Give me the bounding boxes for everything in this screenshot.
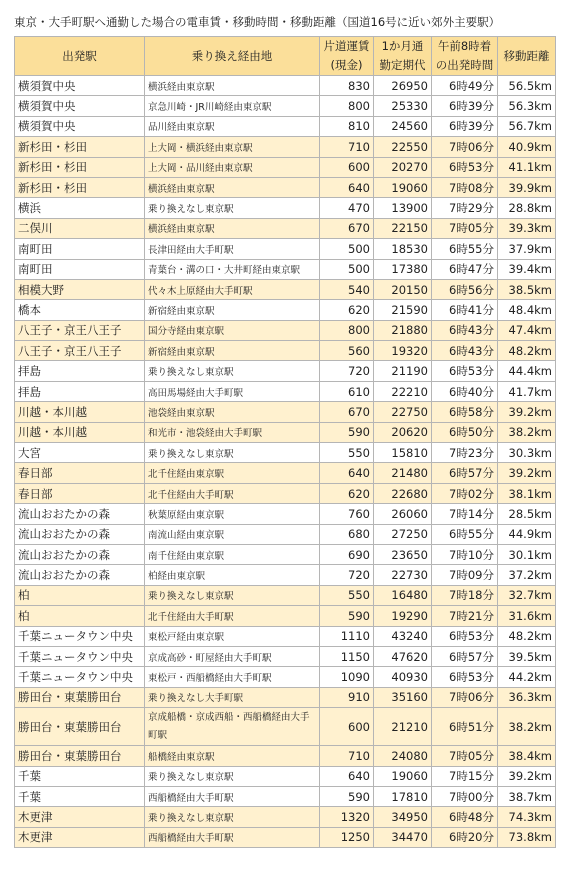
- route-cell: 池袋経由東京駅: [145, 402, 320, 422]
- distance-cell: 28.8km: [498, 198, 556, 218]
- station-cell: 千葉ニュータウン中央: [15, 626, 145, 646]
- route-cell: 上大岡・横浜経由東京駅: [145, 137, 320, 157]
- table-row: [15, 116, 556, 136]
- pass-cell: 20620: [374, 422, 432, 442]
- time-cell: 6時53分: [432, 361, 498, 381]
- time-cell: 7時18分: [432, 585, 498, 605]
- pass-cell: 23650: [374, 544, 432, 564]
- station-cell: 春日部: [15, 483, 145, 503]
- table-row: [15, 96, 556, 116]
- time-cell: 7時02分: [432, 483, 498, 503]
- fare-cell: 800: [320, 96, 374, 116]
- table-row: [15, 827, 556, 847]
- station-cell: 千葉ニュータウン中央: [15, 667, 145, 687]
- table-row: [15, 279, 556, 299]
- time-cell: 7時00分: [432, 786, 498, 806]
- route-cell: 南千住経由東京駅: [145, 544, 320, 564]
- pass-cell: 19290: [374, 606, 432, 626]
- time-cell: 7時23分: [432, 443, 498, 463]
- time-cell: 6時53分: [432, 157, 498, 177]
- table-body: [15, 76, 556, 848]
- pass-cell: 17810: [374, 786, 432, 806]
- header-station: 出発駅: [15, 37, 145, 76]
- table-row: [15, 646, 556, 666]
- table-row: [15, 687, 556, 707]
- table-row: [15, 422, 556, 442]
- fare-cell: 640: [320, 463, 374, 483]
- pass-cell: 21190: [374, 361, 432, 381]
- pass-cell: 17380: [374, 259, 432, 279]
- fare-cell: 640: [320, 766, 374, 786]
- distance-cell: 38.1km: [498, 483, 556, 503]
- route-cell: 横浜経由東京駅: [145, 218, 320, 238]
- route-cell: 和光市・池袋経由大手町駅: [145, 422, 320, 442]
- table-row: [15, 137, 556, 157]
- time-cell: 6時53分: [432, 626, 498, 646]
- pass-cell: 21210: [374, 708, 432, 746]
- distance-cell: 56.5km: [498, 76, 556, 96]
- commute-table: [14, 36, 556, 848]
- fare-cell: 910: [320, 687, 374, 707]
- pass-cell: 21590: [374, 300, 432, 320]
- fare-cell: 720: [320, 565, 374, 585]
- fare-cell: 640: [320, 177, 374, 197]
- distance-cell: 37.2km: [498, 565, 556, 585]
- fare-cell: 1250: [320, 827, 374, 847]
- route-cell: 柏経由東京駅: [145, 565, 320, 585]
- route-cell: 東松戸経由東京駅: [145, 626, 320, 646]
- table-row: [15, 239, 556, 259]
- pass-cell: 22150: [374, 218, 432, 238]
- distance-cell: 41.1km: [498, 157, 556, 177]
- table-row: [15, 463, 556, 483]
- distance-cell: 44.4km: [498, 361, 556, 381]
- distance-cell: 38.2km: [498, 708, 556, 746]
- table-row: [15, 746, 556, 766]
- time-cell: 6時40分: [432, 381, 498, 401]
- fare-cell: 620: [320, 300, 374, 320]
- fare-cell: 590: [320, 422, 374, 442]
- table-row: [15, 524, 556, 544]
- route-cell: 京成船橋・京成西船・西船橋経由大手町駅: [145, 708, 320, 746]
- route-cell: 北千住経由東京駅: [145, 463, 320, 483]
- table-row: [15, 606, 556, 626]
- table-row: [15, 565, 556, 585]
- pass-cell: 22750: [374, 402, 432, 422]
- time-cell: 7時08分: [432, 177, 498, 197]
- pass-cell: 20150: [374, 279, 432, 299]
- time-cell: 6時55分: [432, 239, 498, 259]
- route-cell: 南流山経由東京駅: [145, 524, 320, 544]
- pass-cell: 26950: [374, 76, 432, 96]
- route-cell: 東松戸・西船橋経由大手町駅: [145, 667, 320, 687]
- pass-cell: 34950: [374, 807, 432, 827]
- table-row: [15, 300, 556, 320]
- table-row: [15, 76, 556, 96]
- distance-cell: 31.6km: [498, 606, 556, 626]
- pass-cell: 21880: [374, 320, 432, 340]
- distance-cell: 47.4km: [498, 320, 556, 340]
- fare-cell: 600: [320, 708, 374, 746]
- station-cell: 新杉田・杉田: [15, 157, 145, 177]
- time-cell: 6時58分: [432, 402, 498, 422]
- time-cell: 7時10分: [432, 544, 498, 564]
- station-cell: 拝島: [15, 381, 145, 401]
- route-cell: 国分寺経由東京駅: [145, 320, 320, 340]
- station-cell: 二俣川: [15, 218, 145, 238]
- fare-cell: 670: [320, 218, 374, 238]
- time-cell: 6時39分: [432, 116, 498, 136]
- route-cell: 高田馬場経由大手町駅: [145, 381, 320, 401]
- time-cell: 7時15分: [432, 766, 498, 786]
- station-cell: 横浜: [15, 198, 145, 218]
- distance-cell: 39.3km: [498, 218, 556, 238]
- station-cell: 勝田台・東葉勝田台: [15, 746, 145, 766]
- fare-cell: 550: [320, 443, 374, 463]
- distance-cell: 73.8km: [498, 827, 556, 847]
- pass-cell: 24560: [374, 116, 432, 136]
- distance-cell: 39.2km: [498, 463, 556, 483]
- fare-cell: 590: [320, 606, 374, 626]
- header-pass-line1: 1か月通: [381, 39, 424, 53]
- distance-cell: 38.2km: [498, 422, 556, 442]
- station-cell: 千葉: [15, 786, 145, 806]
- distance-cell: 37.9km: [498, 239, 556, 259]
- distance-cell: 39.4km: [498, 259, 556, 279]
- header-fare: [320, 37, 374, 76]
- table-row: [15, 766, 556, 786]
- station-cell: 勝田台・東葉勝田台: [15, 708, 145, 746]
- station-cell: 春日部: [15, 463, 145, 483]
- fare-cell: 600: [320, 157, 374, 177]
- route-cell: 品川経由東京駅: [145, 116, 320, 136]
- header-time-line1: 午前8時着: [437, 39, 492, 53]
- pass-cell: 43240: [374, 626, 432, 646]
- station-cell: 拝島: [15, 361, 145, 381]
- table-row: [15, 807, 556, 827]
- table-row: [15, 259, 556, 279]
- time-cell: 7時05分: [432, 218, 498, 238]
- fare-cell: 540: [320, 279, 374, 299]
- station-cell: 柏: [15, 585, 145, 605]
- fare-cell: 680: [320, 524, 374, 544]
- station-cell: 相模大野: [15, 279, 145, 299]
- station-cell: 流山おおたかの森: [15, 565, 145, 585]
- distance-cell: 28.5km: [498, 504, 556, 524]
- time-cell: 6時50分: [432, 422, 498, 442]
- distance-cell: 41.7km: [498, 381, 556, 401]
- station-cell: 横須賀中央: [15, 76, 145, 96]
- table-row: [15, 198, 556, 218]
- time-cell: 7時06分: [432, 137, 498, 157]
- pass-cell: 22730: [374, 565, 432, 585]
- distance-cell: 38.7km: [498, 786, 556, 806]
- distance-cell: 38.5km: [498, 279, 556, 299]
- table-row: [15, 786, 556, 806]
- pass-cell: 13900: [374, 198, 432, 218]
- table-row: [15, 381, 556, 401]
- route-cell: 船橋経由東京駅: [145, 746, 320, 766]
- pass-cell: 19320: [374, 341, 432, 361]
- fare-cell: 670: [320, 402, 374, 422]
- route-cell: 青葉台・溝の口・大井町経由東京駅: [145, 259, 320, 279]
- time-cell: 6時57分: [432, 646, 498, 666]
- pass-cell: 27250: [374, 524, 432, 544]
- time-cell: 6時48分: [432, 807, 498, 827]
- route-cell: 上大岡・品川経由東京駅: [145, 157, 320, 177]
- station-cell: 大宮: [15, 443, 145, 463]
- distance-cell: 36.3km: [498, 687, 556, 707]
- route-cell: 新宿経由東京駅: [145, 341, 320, 361]
- route-cell: 乗り換えなし東京駅: [145, 198, 320, 218]
- distance-cell: 44.2km: [498, 667, 556, 687]
- route-cell: 代々木上原経由大手町駅: [145, 279, 320, 299]
- header-pass: [374, 37, 432, 76]
- distance-cell: 56.3km: [498, 96, 556, 116]
- fare-cell: 470: [320, 198, 374, 218]
- distance-cell: 39.2km: [498, 402, 556, 422]
- pass-cell: 34470: [374, 827, 432, 847]
- table-row: [15, 341, 556, 361]
- route-cell: 北千住経由大手町駅: [145, 606, 320, 626]
- fare-cell: 1320: [320, 807, 374, 827]
- table-row: [15, 402, 556, 422]
- table-header: [15, 37, 556, 76]
- pass-cell: 26060: [374, 504, 432, 524]
- station-cell: 木更津: [15, 827, 145, 847]
- time-cell: 7時29分: [432, 198, 498, 218]
- route-cell: 新宿経由東京駅: [145, 300, 320, 320]
- table-row: [15, 218, 556, 238]
- time-cell: 6時51分: [432, 708, 498, 746]
- route-cell: 乗り換えなし東京駅: [145, 807, 320, 827]
- time-cell: 6時43分: [432, 341, 498, 361]
- time-cell: 7時05分: [432, 746, 498, 766]
- distance-cell: 48.2km: [498, 626, 556, 646]
- station-cell: 木更津: [15, 807, 145, 827]
- distance-cell: 56.7km: [498, 116, 556, 136]
- route-cell: 横浜経由東京駅: [145, 177, 320, 197]
- route-cell: 長津田経由大手町駅: [145, 239, 320, 259]
- distance-cell: 74.3km: [498, 807, 556, 827]
- pass-cell: 22680: [374, 483, 432, 503]
- pass-cell: 22550: [374, 137, 432, 157]
- station-cell: 橋本: [15, 300, 145, 320]
- station-cell: 横須賀中央: [15, 96, 145, 116]
- time-cell: 6時56分: [432, 279, 498, 299]
- table-row: [15, 320, 556, 340]
- time-cell: 6時53分: [432, 667, 498, 687]
- pass-cell: 18530: [374, 239, 432, 259]
- time-cell: 6時49分: [432, 76, 498, 96]
- header-time-line2: の出発時間: [435, 58, 494, 72]
- station-cell: 千葉: [15, 766, 145, 786]
- distance-cell: 48.2km: [498, 341, 556, 361]
- pass-cell: 25330: [374, 96, 432, 116]
- fare-cell: 810: [320, 116, 374, 136]
- time-cell: 7時06分: [432, 687, 498, 707]
- table-row: [15, 544, 556, 564]
- time-cell: 7時21分: [432, 606, 498, 626]
- table-row: [15, 667, 556, 687]
- route-cell: 乗り換えなし東京駅: [145, 361, 320, 381]
- route-cell: 乗り換えなし東京駅: [145, 766, 320, 786]
- distance-cell: 39.9km: [498, 177, 556, 197]
- fare-cell: 590: [320, 786, 374, 806]
- route-cell: 京急川崎・JR川崎経由東京駅: [145, 96, 320, 116]
- header-fare-line1: 片道運賃: [323, 39, 370, 53]
- station-cell: 川越・本川越: [15, 402, 145, 422]
- station-cell: 勝田台・東葉勝田台: [15, 687, 145, 707]
- station-cell: 八王子・京王八王子: [15, 341, 145, 361]
- station-cell: 川越・本川越: [15, 422, 145, 442]
- fare-cell: 560: [320, 341, 374, 361]
- table-row: [15, 157, 556, 177]
- header-distance: 移動距離: [498, 37, 556, 76]
- pass-cell: 19060: [374, 177, 432, 197]
- time-cell: 6時43分: [432, 320, 498, 340]
- fare-cell: 620: [320, 483, 374, 503]
- station-cell: 新杉田・杉田: [15, 137, 145, 157]
- route-cell: 乗り換えなし大手町駅: [145, 687, 320, 707]
- route-cell: 西船橋経由大手町駅: [145, 786, 320, 806]
- pass-cell: 35160: [374, 687, 432, 707]
- route-cell: 乗り換えなし東京駅: [145, 585, 320, 605]
- route-cell: 横浜経由東京駅: [145, 76, 320, 96]
- pass-cell: 21480: [374, 463, 432, 483]
- fare-cell: 690: [320, 544, 374, 564]
- distance-cell: 30.3km: [498, 443, 556, 463]
- fare-cell: 720: [320, 361, 374, 381]
- time-cell: 6時55分: [432, 524, 498, 544]
- fare-cell: 1090: [320, 667, 374, 687]
- time-cell: 6時47分: [432, 259, 498, 279]
- station-cell: 横須賀中央: [15, 116, 145, 136]
- fare-cell: 1150: [320, 646, 374, 666]
- table-row: [15, 361, 556, 381]
- pass-cell: 15810: [374, 443, 432, 463]
- station-cell: 南町田: [15, 259, 145, 279]
- table-row: [15, 177, 556, 197]
- route-cell: 乗り換えなし東京駅: [145, 443, 320, 463]
- route-cell: 秋葉原経由東京駅: [145, 504, 320, 524]
- time-cell: 6時39分: [432, 96, 498, 116]
- fare-cell: 500: [320, 259, 374, 279]
- station-cell: 新杉田・杉田: [15, 177, 145, 197]
- table-row: [15, 443, 556, 463]
- time-cell: 7時14分: [432, 504, 498, 524]
- distance-cell: 40.9km: [498, 137, 556, 157]
- pass-cell: 22210: [374, 381, 432, 401]
- header-time: [432, 37, 498, 76]
- route-cell: 北千住経由大手町駅: [145, 483, 320, 503]
- time-cell: 6時41分: [432, 300, 498, 320]
- fare-cell: 1110: [320, 626, 374, 646]
- header-pass-line2: 勤定期代: [379, 58, 426, 72]
- distance-cell: 32.7km: [498, 585, 556, 605]
- station-cell: 千葉ニュータウン中央: [15, 646, 145, 666]
- station-cell: 流山おおたかの森: [15, 544, 145, 564]
- time-cell: 6時57分: [432, 463, 498, 483]
- station-cell: 柏: [15, 606, 145, 626]
- fare-cell: 760: [320, 504, 374, 524]
- route-cell: 京成高砂・町屋経由大手町駅: [145, 646, 320, 666]
- station-cell: 流山おおたかの森: [15, 504, 145, 524]
- distance-cell: 48.4km: [498, 300, 556, 320]
- station-cell: 流山おおたかの森: [15, 524, 145, 544]
- pass-cell: 19060: [374, 766, 432, 786]
- time-cell: 7時09分: [432, 565, 498, 585]
- pass-cell: 24080: [374, 746, 432, 766]
- table-row: [15, 483, 556, 503]
- fare-cell: 710: [320, 746, 374, 766]
- pass-cell: 16480: [374, 585, 432, 605]
- fare-cell: 500: [320, 239, 374, 259]
- station-cell: 南町田: [15, 239, 145, 259]
- fare-cell: 830: [320, 76, 374, 96]
- pass-cell: 47620: [374, 646, 432, 666]
- table-title: 東京・大手町駅へ通勤した場合の電車賃・移動時間・移動距離（国道16号に近い郊外主要駅）: [14, 15, 501, 29]
- distance-cell: 39.2km: [498, 766, 556, 786]
- table-row: [15, 708, 556, 746]
- table-row: [15, 585, 556, 605]
- station-cell: 八王子・京王八王子: [15, 320, 145, 340]
- pass-cell: 40930: [374, 667, 432, 687]
- fare-cell: 610: [320, 381, 374, 401]
- header-route: 乗り換え経由地: [145, 37, 320, 76]
- distance-cell: 38.4km: [498, 746, 556, 766]
- fare-cell: 710: [320, 137, 374, 157]
- pass-cell: 20270: [374, 157, 432, 177]
- time-cell: 6時20分: [432, 827, 498, 847]
- table-row: [15, 626, 556, 646]
- header-fare-line2: (現金): [330, 58, 363, 72]
- route-cell: 西船橋経由大手町駅: [145, 827, 320, 847]
- fare-cell: 550: [320, 585, 374, 605]
- distance-cell: 30.1km: [498, 544, 556, 564]
- distance-cell: 44.9km: [498, 524, 556, 544]
- fare-cell: 800: [320, 320, 374, 340]
- distance-cell: 39.5km: [498, 646, 556, 666]
- table-row: [15, 504, 556, 524]
